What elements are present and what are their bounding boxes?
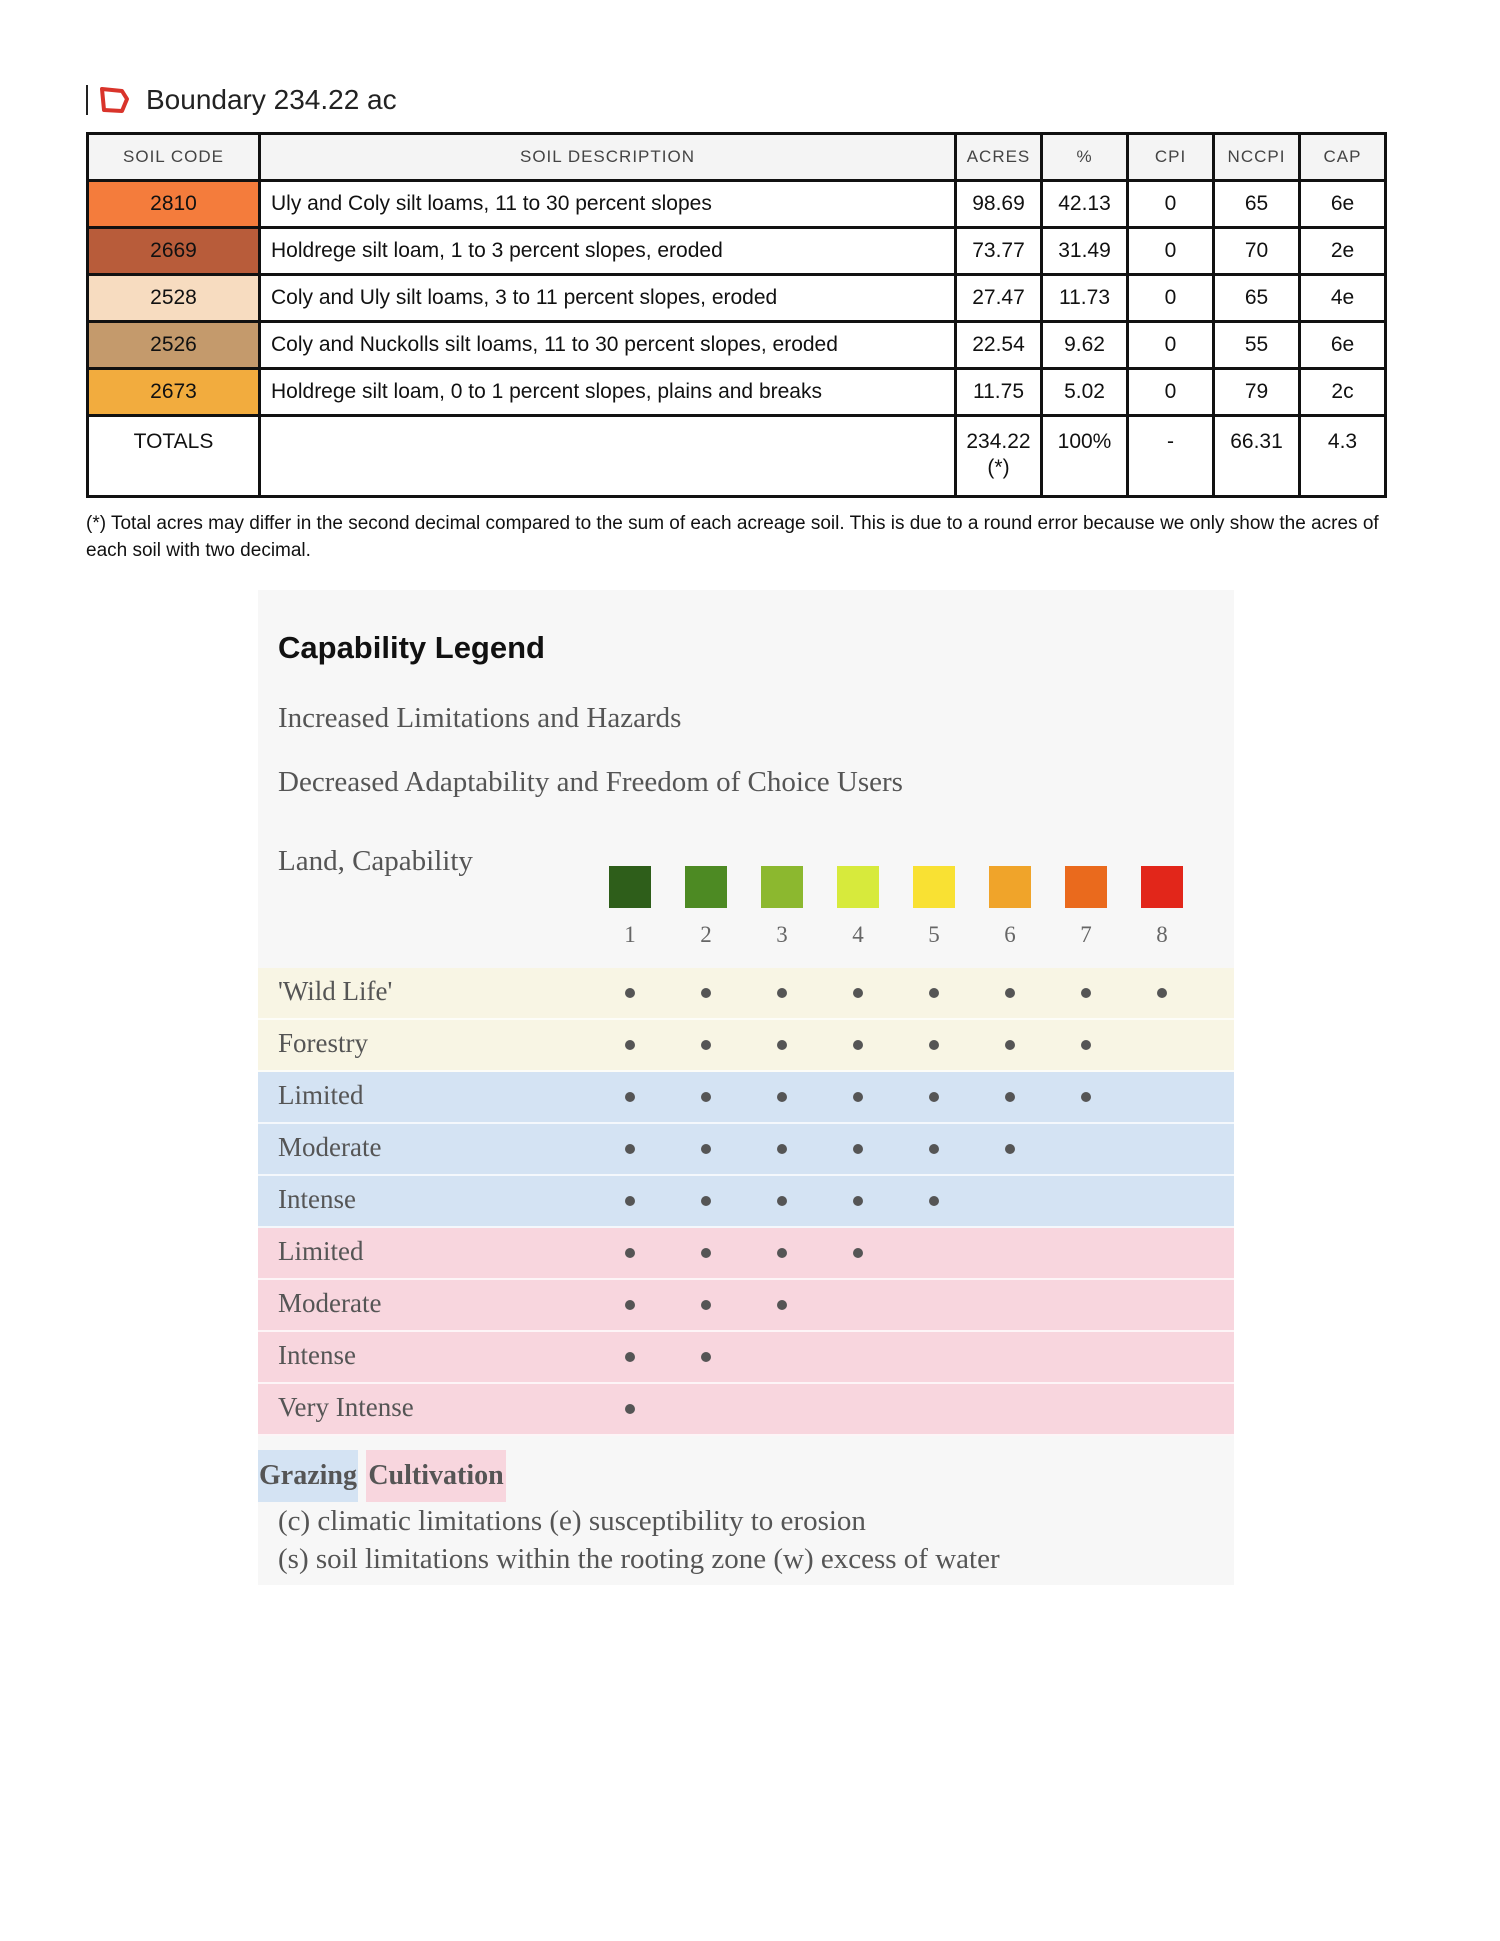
capability-dot xyxy=(625,1196,635,1206)
acres-cell: 11.75 xyxy=(956,369,1042,416)
table-header-row xyxy=(88,134,1386,181)
soil-description-cell: Holdrege silt loam, 0 to 1 percent slopes, plains and breaks xyxy=(260,369,956,416)
legend-row-cultivation xyxy=(258,1228,1234,1280)
legend-row-label: Moderate xyxy=(278,1288,382,1318)
header-divider xyxy=(86,85,88,115)
capability-dot xyxy=(625,1404,635,1414)
capability-dot xyxy=(929,1040,939,1050)
capability-class-number: 8 xyxy=(1156,922,1168,947)
capability-dot xyxy=(625,988,635,998)
grazing-tag: Grazing xyxy=(258,1450,358,1502)
acres-cell: 27.47 xyxy=(956,275,1042,322)
capability-dot xyxy=(929,1144,939,1154)
legend-row-label: Limited xyxy=(278,1080,364,1110)
capability-class-number: 7 xyxy=(1080,922,1092,947)
nccpi-cell: 70 xyxy=(1214,228,1300,275)
legend-title: Capability Legend xyxy=(278,630,545,665)
capability-dot xyxy=(1157,988,1167,998)
nccpi-cell: 65 xyxy=(1214,181,1300,228)
capability-class-number: 5 xyxy=(928,922,940,947)
legend-row-label: Limited xyxy=(278,1236,364,1266)
capability-swatch-5 xyxy=(913,866,955,908)
capability-dot xyxy=(625,1352,635,1362)
capability-dot xyxy=(1081,988,1091,998)
soil-code-cell: 2669 xyxy=(88,228,260,275)
legend-row-cultivation xyxy=(258,1332,1234,1384)
capability-dot xyxy=(853,1144,863,1154)
totals-acres-cell: 234.22(*) xyxy=(956,416,1042,497)
capability-dot xyxy=(1081,1092,1091,1102)
capability-class-number: 4 xyxy=(852,922,864,947)
capability-dot xyxy=(853,1196,863,1206)
cpi-cell: 0 xyxy=(1128,275,1214,322)
capability-dot xyxy=(625,1300,635,1310)
col-soil-description: SOIL DESCRIPTION xyxy=(260,134,956,181)
legend-row-grazing xyxy=(258,1124,1234,1176)
percent-cell: 31.49 xyxy=(1042,228,1128,275)
totals-percent-cell: 100% xyxy=(1042,416,1128,497)
capability-legend xyxy=(258,590,1234,1585)
col-percent: % xyxy=(1042,134,1128,181)
row-separator xyxy=(258,1434,1234,1436)
capability-dot xyxy=(1081,1040,1091,1050)
legend-row-label: Intense xyxy=(278,1340,356,1370)
capability-dot xyxy=(929,1092,939,1102)
table-row xyxy=(88,322,1386,369)
capability-dot xyxy=(777,988,787,998)
totals-cap-cell: 4.3 xyxy=(1300,416,1386,497)
table-row xyxy=(88,181,1386,228)
table-row xyxy=(88,228,1386,275)
capability-dot xyxy=(701,1092,711,1102)
capability-swatch-6 xyxy=(989,866,1031,908)
nccpi-cell: 79 xyxy=(1214,369,1300,416)
capability-swatch-3 xyxy=(761,866,803,908)
capability-swatch-1 xyxy=(609,866,651,908)
legend-row-label: Very Intense xyxy=(278,1392,414,1422)
capability-dot xyxy=(701,1300,711,1310)
soil-code-cell: 2810 xyxy=(88,181,260,228)
legend-row-label: Intense xyxy=(278,1184,356,1214)
cpi-cell: 0 xyxy=(1128,369,1214,416)
legend-row-wild xyxy=(258,1020,1234,1072)
boundary-icon xyxy=(98,86,130,114)
capability-dot xyxy=(777,1248,787,1258)
capability-dot xyxy=(701,1248,711,1258)
capability-dot xyxy=(853,1040,863,1050)
capability-swatch-2 xyxy=(685,866,727,908)
legend-row-wild xyxy=(258,968,1234,1020)
soil-table xyxy=(86,132,1387,498)
col-nccpi: NCCPI xyxy=(1214,134,1300,181)
capability-dot xyxy=(777,1092,787,1102)
capability-dot xyxy=(1005,988,1015,998)
capability-dot xyxy=(701,1196,711,1206)
capability-class-number: 1 xyxy=(624,922,636,947)
soil-code-cell: 2526 xyxy=(88,322,260,369)
capability-dot xyxy=(777,1196,787,1206)
capability-dot xyxy=(1005,1092,1015,1102)
capability-dot xyxy=(625,1144,635,1154)
legend-land-capability-label: Land, Capability xyxy=(278,845,473,877)
capability-dot xyxy=(777,1040,787,1050)
capability-dot xyxy=(701,1040,711,1050)
capability-dot xyxy=(1005,1144,1015,1154)
soil-description-cell: Holdrege silt loam, 1 to 3 percent slopes, eroded xyxy=(260,228,956,275)
legend-row-grazing xyxy=(258,1176,1234,1228)
cap-cell: 2e xyxy=(1300,228,1386,275)
acres-cell: 98.69 xyxy=(956,181,1042,228)
soil-description-cell: Uly and Coly silt loams, 11 to 30 percent slopes xyxy=(260,181,956,228)
table-row xyxy=(88,275,1386,322)
totals-row xyxy=(88,416,1386,497)
legend-row-label: Forestry xyxy=(278,1028,368,1058)
nccpi-cell: 55 xyxy=(1214,322,1300,369)
capability-dot xyxy=(853,988,863,998)
soil-description-cell: Coly and Nuckolls silt loams, 11 to 30 percent slopes, eroded xyxy=(260,322,956,369)
soil-description-cell: Coly and Uly silt loams, 3 to 11 percent slopes, eroded xyxy=(260,275,956,322)
legend-row-label: Moderate xyxy=(278,1132,382,1162)
cap-cell: 6e xyxy=(1300,181,1386,228)
cap-cell: 2c xyxy=(1300,369,1386,416)
legend-row-grazing xyxy=(258,1072,1234,1124)
totals-soil-code-cell: TOTALS xyxy=(88,416,260,497)
capability-class-number: 6 xyxy=(1004,922,1016,947)
legend-row-cultivation xyxy=(258,1280,1234,1332)
capability-dot xyxy=(777,1144,787,1154)
percent-cell: 11.73 xyxy=(1042,275,1128,322)
cap-cell: 6e xyxy=(1300,322,1386,369)
cpi-cell: 0 xyxy=(1128,322,1214,369)
boundary-header xyxy=(86,80,397,120)
acres-cell: 73.77 xyxy=(956,228,1042,275)
capability-swatch-4 xyxy=(837,866,879,908)
col-acres: ACRES xyxy=(956,134,1042,181)
capability-dot xyxy=(625,1092,635,1102)
capability-dot xyxy=(701,988,711,998)
capability-class-number: 3 xyxy=(776,922,788,947)
totals-cpi-cell: - xyxy=(1128,416,1214,497)
soil-code-cell: 2673 xyxy=(88,369,260,416)
acreage-footnote: (*) Total acres may differ in the second decimal compared to the sum of each acreage soil. This is due to a round error because we only show the acres of each soil with two decimal. xyxy=(86,513,1379,561)
capability-dot xyxy=(701,1144,711,1154)
totals-nccpi-cell: 66.31 xyxy=(1214,416,1300,497)
cultivation-tag: Cultivation xyxy=(366,1450,506,1502)
capability-dot xyxy=(929,1196,939,1206)
col-cpi: CPI xyxy=(1128,134,1214,181)
capability-dot xyxy=(701,1352,711,1362)
legend-row-cultivation xyxy=(258,1384,1234,1436)
acres-cell: 22.54 xyxy=(956,322,1042,369)
cpi-cell: 0 xyxy=(1128,228,1214,275)
legend-limitations-text: Increased Limitations and Hazards xyxy=(278,702,682,734)
soil-code-cell: 2528 xyxy=(88,275,260,322)
capability-dot xyxy=(777,1300,787,1310)
capability-dot xyxy=(853,1092,863,1102)
legend-adaptability-text: Decreased Adaptability and Freedom of Choice Users xyxy=(278,766,903,798)
capability-dot xyxy=(1005,1040,1015,1050)
legend-notes-climatic-erosion: (c) climatic limitations (e) susceptibility to erosion xyxy=(278,1505,866,1537)
col-cap: CAP xyxy=(1300,134,1386,181)
percent-cell: 9.62 xyxy=(1042,322,1128,369)
legend-notes-soil-water: (s) soil limitations within the rooting zone (w) excess of water xyxy=(278,1543,1000,1575)
capability-class-number: 2 xyxy=(700,922,712,947)
percent-cell: 5.02 xyxy=(1042,369,1128,416)
col-soil-code: SOIL CODE xyxy=(88,134,260,181)
capability-swatch-8 xyxy=(1141,866,1183,908)
capability-dot xyxy=(625,1248,635,1258)
capability-dot xyxy=(853,1248,863,1258)
cap-cell: 4e xyxy=(1300,275,1386,322)
capability-swatch-7 xyxy=(1065,866,1107,908)
capability-dot xyxy=(625,1040,635,1050)
cpi-cell: 0 xyxy=(1128,181,1214,228)
capability-dot xyxy=(929,988,939,998)
table-row xyxy=(88,369,1386,416)
boundary-title: Boundary 234.22 ac xyxy=(146,84,397,115)
nccpi-cell: 65 xyxy=(1214,275,1300,322)
totals-soil-description-cell xyxy=(260,416,956,497)
legend-row-label: 'Wild Life' xyxy=(278,976,393,1006)
percent-cell: 42.13 xyxy=(1042,181,1128,228)
